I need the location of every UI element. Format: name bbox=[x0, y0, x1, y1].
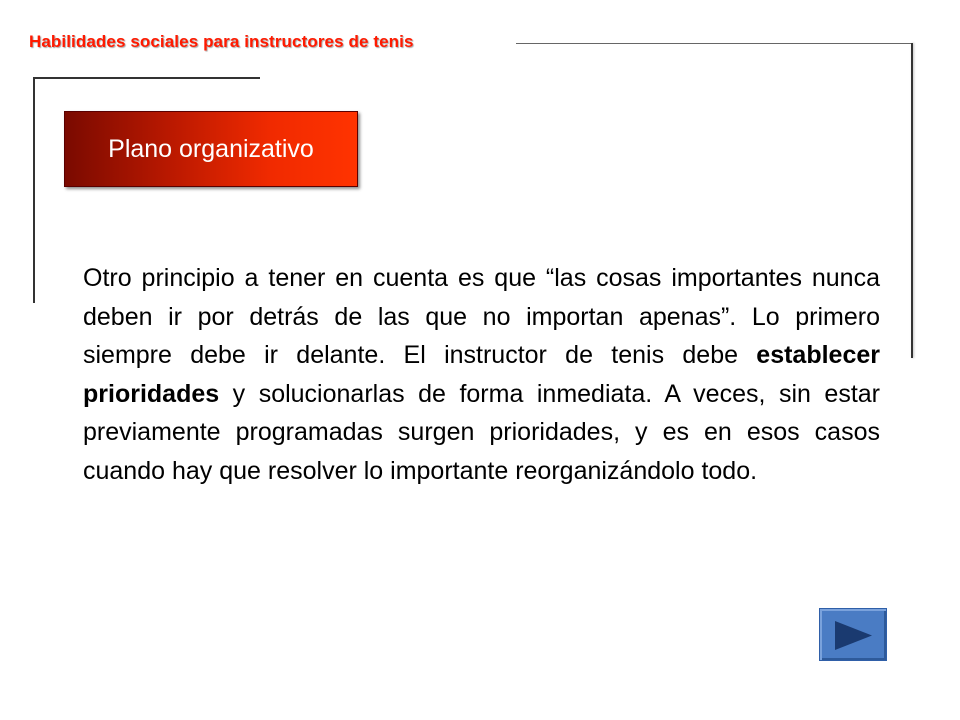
body-text-start: Otro principio a tener en cuenta es que “las cosas importantes nunca deben ir por detrás de las que no importan apenas”. Lo primero siempre debe ir delante. El instructor de tenis debe bbox=[83, 264, 880, 369]
inner-frame-left-divider bbox=[33, 77, 35, 303]
presentation-title: Habilidades sociales para instructores de tenis bbox=[29, 32, 414, 51]
play-right-icon bbox=[820, 609, 888, 662]
section-title: Plano organizativo bbox=[108, 134, 314, 163]
body-paragraph bbox=[83, 259, 880, 490]
body-text-end: y solucionarlas de forma inmediata. A veces, sin estar previamente programadas surgen prioridades, y es en esos casos cuando hay que resolver lo importante reorganizándolo todo. bbox=[83, 379, 880, 485]
frame-right-divider bbox=[911, 43, 913, 358]
next-slide-button[interactable] bbox=[819, 608, 887, 661]
frame-top-divider bbox=[516, 43, 912, 44]
inner-frame-top-divider bbox=[34, 77, 260, 79]
section-heading-box bbox=[64, 111, 358, 187]
body-text-emphasis: establecer prioridades bbox=[83, 341, 880, 408]
